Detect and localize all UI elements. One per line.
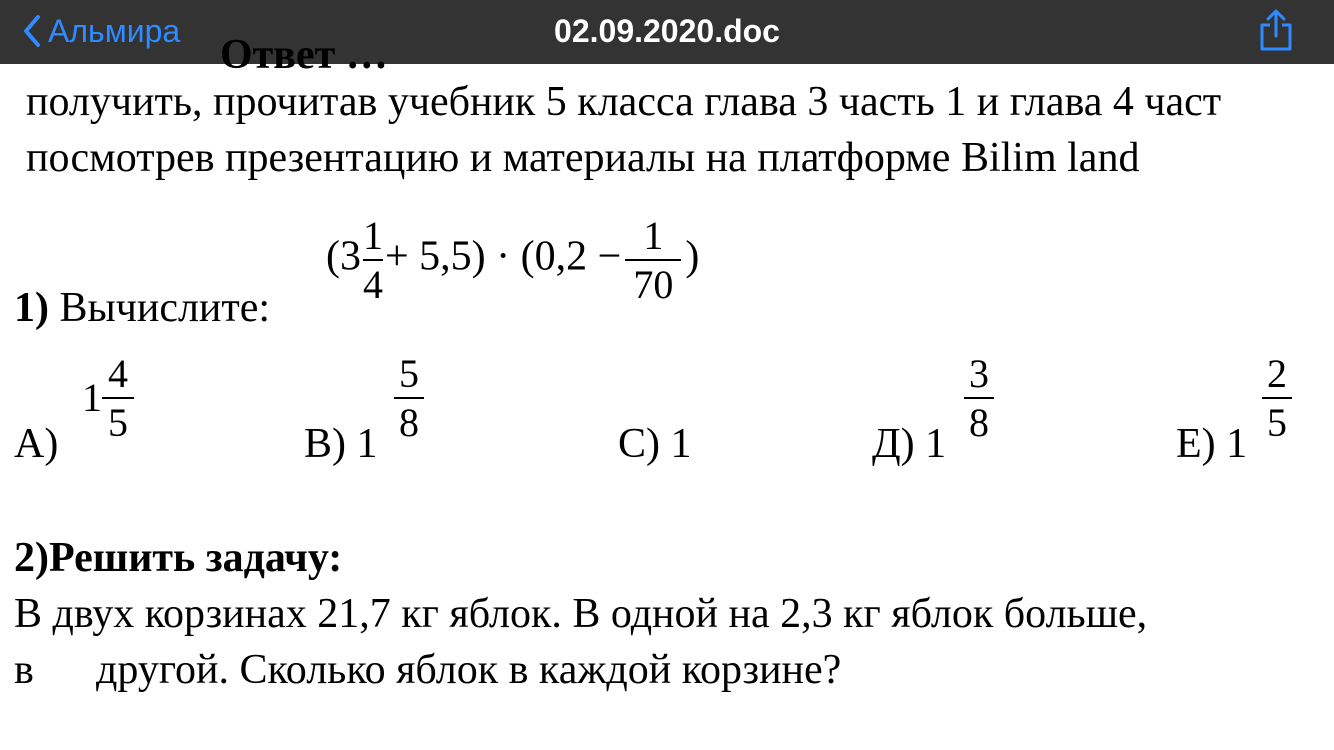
document-view[interactable] (0, 32, 1334, 750)
answer-b-num: 5 (399, 351, 419, 396)
back-label: Альмира (48, 12, 181, 49)
intro-line-2: посмотрев презентацию и материалы на платформе Bilim land (26, 135, 1140, 181)
question-2-line-2b: другой. Сколько яблок в каждой корзине? (96, 647, 842, 693)
expression (326, 212, 699, 308)
expr-fraction-1-den: 4 (363, 262, 383, 307)
answer-e-fraction (1262, 350, 1292, 446)
share-button[interactable] (1256, 8, 1296, 52)
question-2-line-1: В двух корзинах 21,7 кг яблок. В одной на 2,3 кг яблок больше, (14, 591, 1148, 637)
answer-e-label: Е) 1 (1176, 421, 1248, 467)
question-2-heading: 2)Решить задачу: (14, 535, 343, 581)
expr-close: ) (685, 233, 700, 280)
top-nav-bar (0, 0, 1334, 64)
answer-d-num: 3 (969, 351, 989, 396)
clipped-heading: Ответ … (220, 32, 388, 78)
intro-line-1: получить, прочитав учебник 5 класса глава 3 часть 1 и глава 4 част (26, 79, 1222, 125)
expr-fraction-2-num: 1 (643, 213, 664, 258)
answer-c-label: С) 1 (618, 421, 692, 467)
answer-d-den: 8 (969, 400, 989, 445)
answer-d-label: Д) 1 (872, 421, 947, 467)
question-1-number: 1) (14, 285, 49, 331)
answer-a-label: А) (14, 421, 59, 467)
expr-fraction-2 (625, 212, 681, 308)
document-title: 02.09.2020.doc (554, 13, 780, 49)
expr-open: (3 (326, 233, 361, 280)
expr-middle: + 5,5) · (0,2 − (385, 233, 622, 280)
answer-e-den: 5 (1267, 400, 1287, 445)
expr-fraction-1-num: 1 (363, 213, 383, 258)
expr-fraction-2-den: 70 (633, 262, 674, 307)
answer-b-label: В) 1 (304, 421, 378, 467)
expr-fraction-1 (363, 212, 383, 308)
answer-b-den: 8 (399, 400, 419, 445)
answer-a-den: 5 (108, 400, 128, 445)
answer-a-fraction (102, 350, 134, 446)
answer-a-whole: 1 (82, 375, 102, 420)
question-2-line-2a: в (14, 647, 34, 693)
share-icon (1256, 8, 1296, 52)
question-1 (14, 284, 270, 332)
answer-a-num: 4 (108, 351, 128, 396)
answer-b-fraction (394, 350, 424, 446)
question-1-text: Вычислите: (49, 285, 271, 331)
answer-e-num: 2 (1267, 351, 1287, 396)
answer-d-fraction (964, 350, 994, 446)
